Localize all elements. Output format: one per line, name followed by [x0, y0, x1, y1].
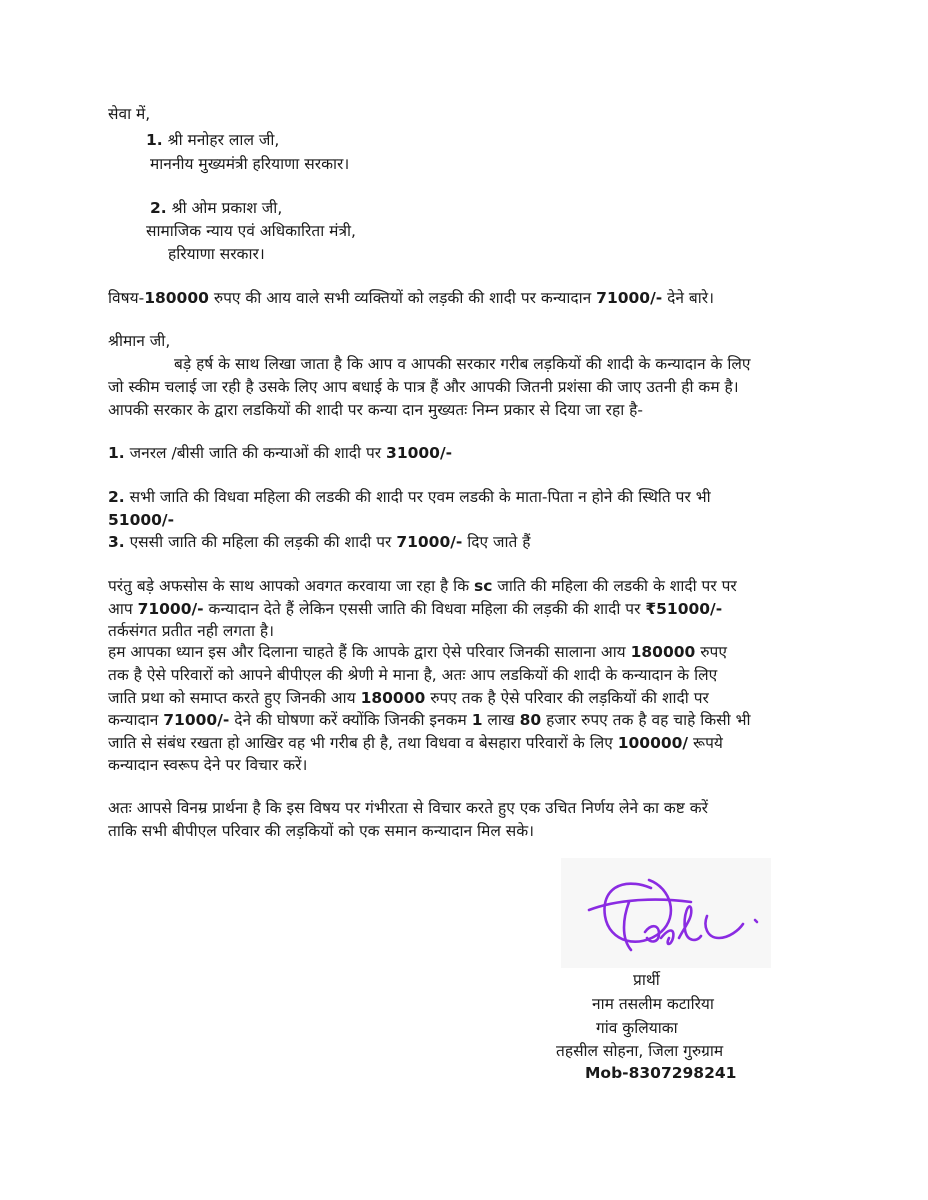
- signature-scribble: [561, 858, 771, 968]
- recipient-1-designation: माननीय मुख्यमंत्री हरियाणा सरकार।: [150, 155, 350, 173]
- recipient-2-designation: सामाजिक न्याय एवं अधिकारिता मंत्री,: [146, 222, 356, 240]
- list-item-2-amount: 51000/-: [108, 511, 175, 529]
- para1-line2: जो स्कीम चलाई जा रही है उसके लिए आप बधाई के पात्र हैं और आपकी जितनी प्रशंसा की जाए उतनी ही कम है।: [108, 378, 739, 396]
- para2-line1: परंतु बड़े अफसोस के साथ आपको अवगत करवाया जा रहा है कि sc जाति की महिला की लडकी के शादी पर पर: [108, 577, 737, 595]
- para2-line3: तर्कसंगत प्रतीत नही लगता है।: [108, 622, 275, 640]
- subject-line: विषय-180000 रुपए की आय वाले सभी व्यक्तियों को लड़की की शादी पर कन्यादान 71000/- देने बारे।: [108, 289, 714, 307]
- signatory-mobile: Mob-8307298241: [585, 1064, 737, 1082]
- para3-line3: जाति प्रथा को समाप्त करते हुए जिनकी आय 180000 रुपए तक है ऐसे परिवार की लड़कियों की शादी पर: [108, 689, 709, 707]
- signatory-village: गांव कुलियाका: [596, 1019, 678, 1037]
- recipient-1-name: 1. श्री मनोहर लाल जी,: [146, 131, 280, 149]
- greeting: श्रीमान जी,: [108, 332, 171, 350]
- para3-line4: कन्यादान 71000/- देने की घोषणा करें क्योंकि जिनकी इनकम 1 लाख 80 हजार रुपए तक है वह चाहे किसी भी: [108, 711, 751, 729]
- signatory-name: नाम तसलीम कटारिया: [592, 995, 714, 1013]
- para3-line5: जाति से संबंध रखता हो आखिर वह भी गरीब ही है, तथा विधवा व बेसहारा परिवारों के लिए 100000/ रूपये: [108, 734, 723, 752]
- closing-line2: ताकि सभी बीपीएल परिवार की लड़कियों को एक समान कन्यादान मिल सके।: [108, 822, 535, 840]
- signatory-tehsil: तहसील सोहना, जिला गुरुग्राम: [556, 1042, 724, 1060]
- para2-line2: आप 71000/- कन्यादान देते हैं लेकिन एससी जाति की विधवा महिला की लड़की की शादी पर ₹51000/-: [108, 600, 723, 618]
- list-item-3: 3. एससी जाति की महिला की लड़की की शादी पर 71000/- दिए जाते हैं: [108, 533, 531, 551]
- signature-label: प्रार्थी: [633, 971, 660, 989]
- closing-line1: अतः आपसे विनम्र प्रार्थना है कि इस विषय पर गंभीरता से विचार करते हुए एक उचित निर्णय लेने का कष्ट करें: [108, 799, 709, 817]
- para1-line1: बड़े हर्ष के साथ लिखा जाता है कि आप व आपकी सरकार गरीब लड़कियों की शादी के कन्यादान के लिए: [174, 355, 751, 373]
- para3-line2: तक है ऐसे परिवारों को आपने बीपीएल की श्रेणी मे माना है, अतः आप लडकियों की शादी के कन्यादान के लिए: [108, 666, 718, 684]
- recipient-2-designation-line2: हरियाणा सरकार।: [168, 245, 265, 263]
- recipient-2-name: 2. श्री ओम प्रकाश जी,: [150, 199, 283, 217]
- handwritten-signature: [561, 858, 771, 968]
- list-item-1: 1. जनरल /बीसी जाति की कन्याओं की शादी पर 31000/-: [108, 444, 453, 462]
- salutation-to: सेवा में,: [108, 105, 151, 123]
- para3-line6: कन्यादान स्वरूप देने पर विचार करें।: [108, 756, 308, 774]
- para1-line3: आपकी सरकार के द्वारा लडकियों की शादी पर कन्या दान मुख्यतः निम्न प्रकार से दिया जा रहा है-: [108, 401, 643, 419]
- para3-line1: हम आपका ध्यान इस और दिलाना चाहते हैं कि आपके द्वारा ऐसे परिवार जिनकी सालाना आय 180000 रुपए: [108, 643, 727, 661]
- list-item-2: 2. सभी जाति की विधवा महिला की लडकी की शादी पर एवम लडकी के माता-पिता न होने की स्थिति पर भी: [108, 488, 711, 506]
